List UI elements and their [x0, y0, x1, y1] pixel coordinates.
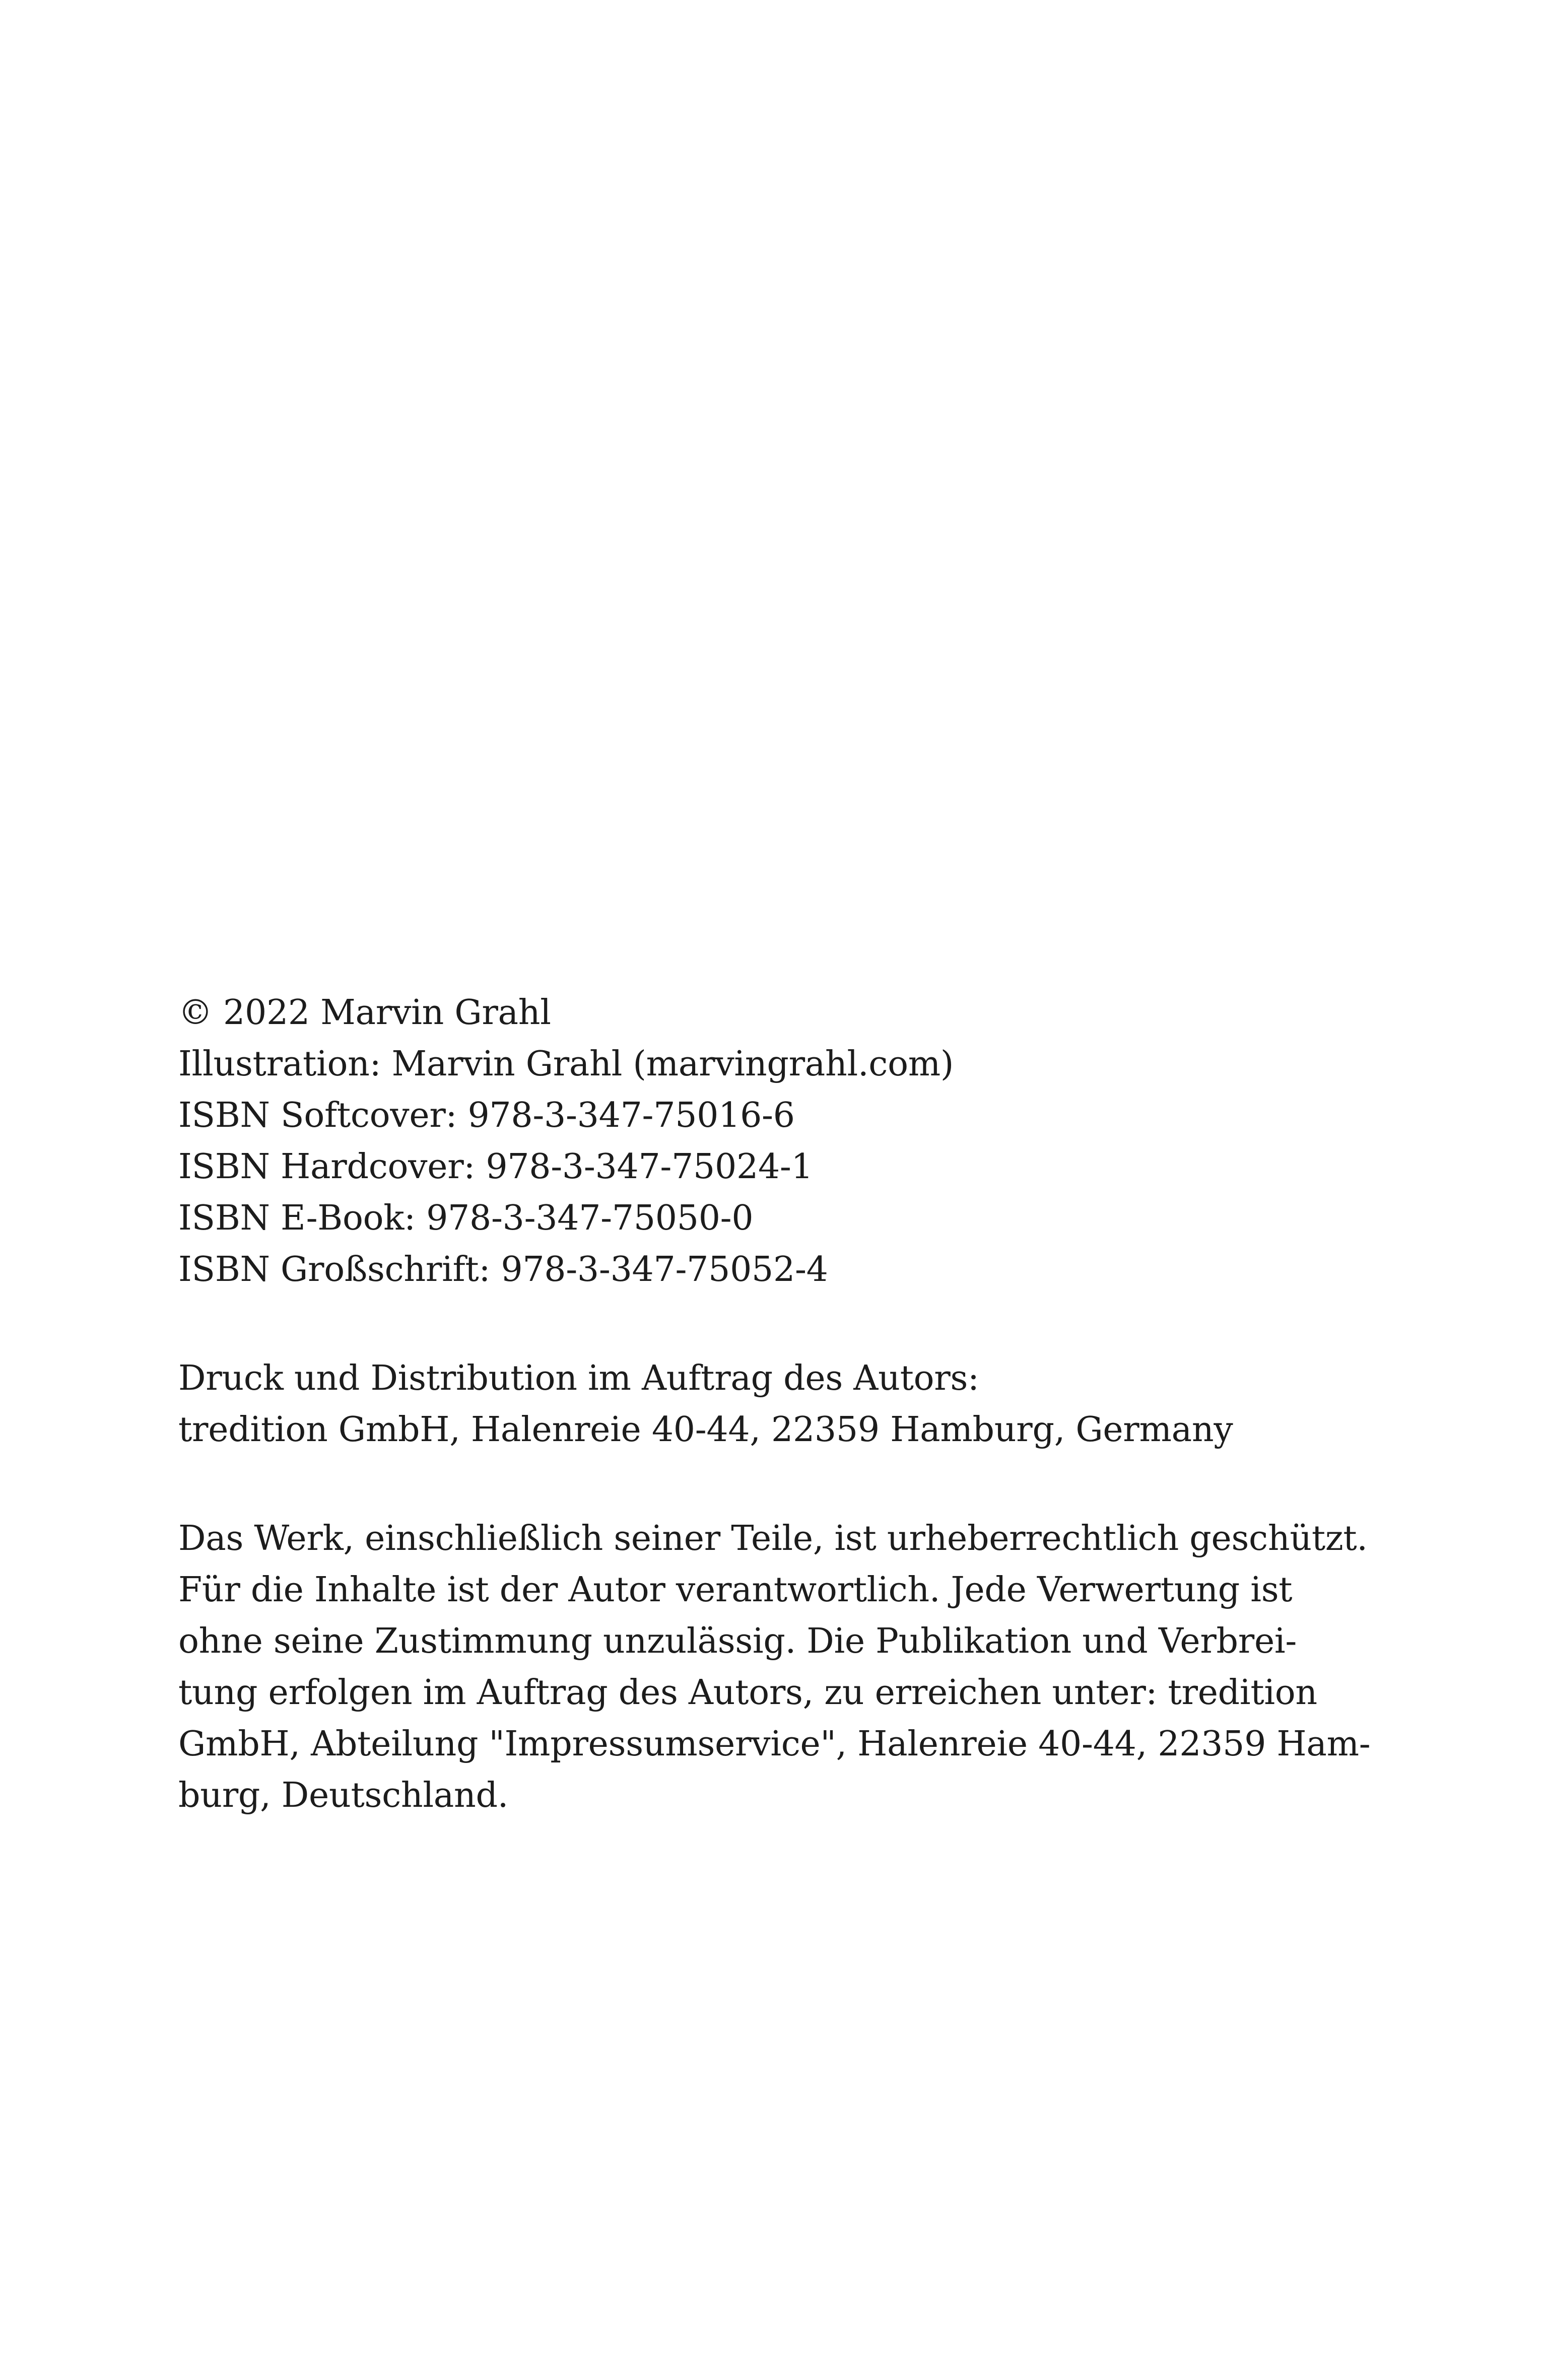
- imprint-block: [178, 987, 1371, 1879]
- distribution-info: [178, 1353, 1347, 1456]
- isbn-hardcover: ISBN Hardcover: 978-3-347-75024-1: [178, 1147, 813, 1187]
- illustration-credit: Illustration: Marvin Grahl (marvingrahl.com): [178, 1044, 954, 1084]
- legal-line: burg, Deutschland.: [178, 1776, 509, 1815]
- publisher-address: tredition GmbH, Halenreie 40-44, 22359 Hamburg, Germany: [178, 1410, 1233, 1450]
- isbn-large-print: ISBN Großschrift: 978-3-347-75052-4: [178, 1250, 828, 1289]
- legal-notice: [178, 1513, 1371, 1821]
- isbn-ebook: ISBN E-Book: 978-3-347-75050-0: [178, 1198, 754, 1238]
- copyright-line: © 2022 Marvin Grahl: [178, 993, 551, 1033]
- legal-line: Für die Inhalte ist der Autor verantwortlich. Jede Verwertung ist: [178, 1570, 1293, 1610]
- distribution-line: Druck und Distribution im Auftrag des Autors:: [178, 1358, 979, 1398]
- legal-line: Das Werk, einschließlich seiner Teile, ist urheberrechtlich geschützt.: [178, 1519, 1368, 1558]
- isbn-list: [178, 1090, 1347, 1296]
- legal-line: ohne seine Zustimmung unzulässig. Die Publikation und Verbrei-: [178, 1621, 1297, 1661]
- legal-line: tung erfolgen im Auftrag des Autors, zu erreichen unter: tredition: [178, 1673, 1317, 1713]
- legal-line: GmbH, Abteilung "Impressumservice", Halenreie 40-44, 22359 Ham-: [178, 1724, 1371, 1764]
- isbn-softcover: ISBN Softcover: 978-3-347-75016-6: [178, 1096, 795, 1135]
